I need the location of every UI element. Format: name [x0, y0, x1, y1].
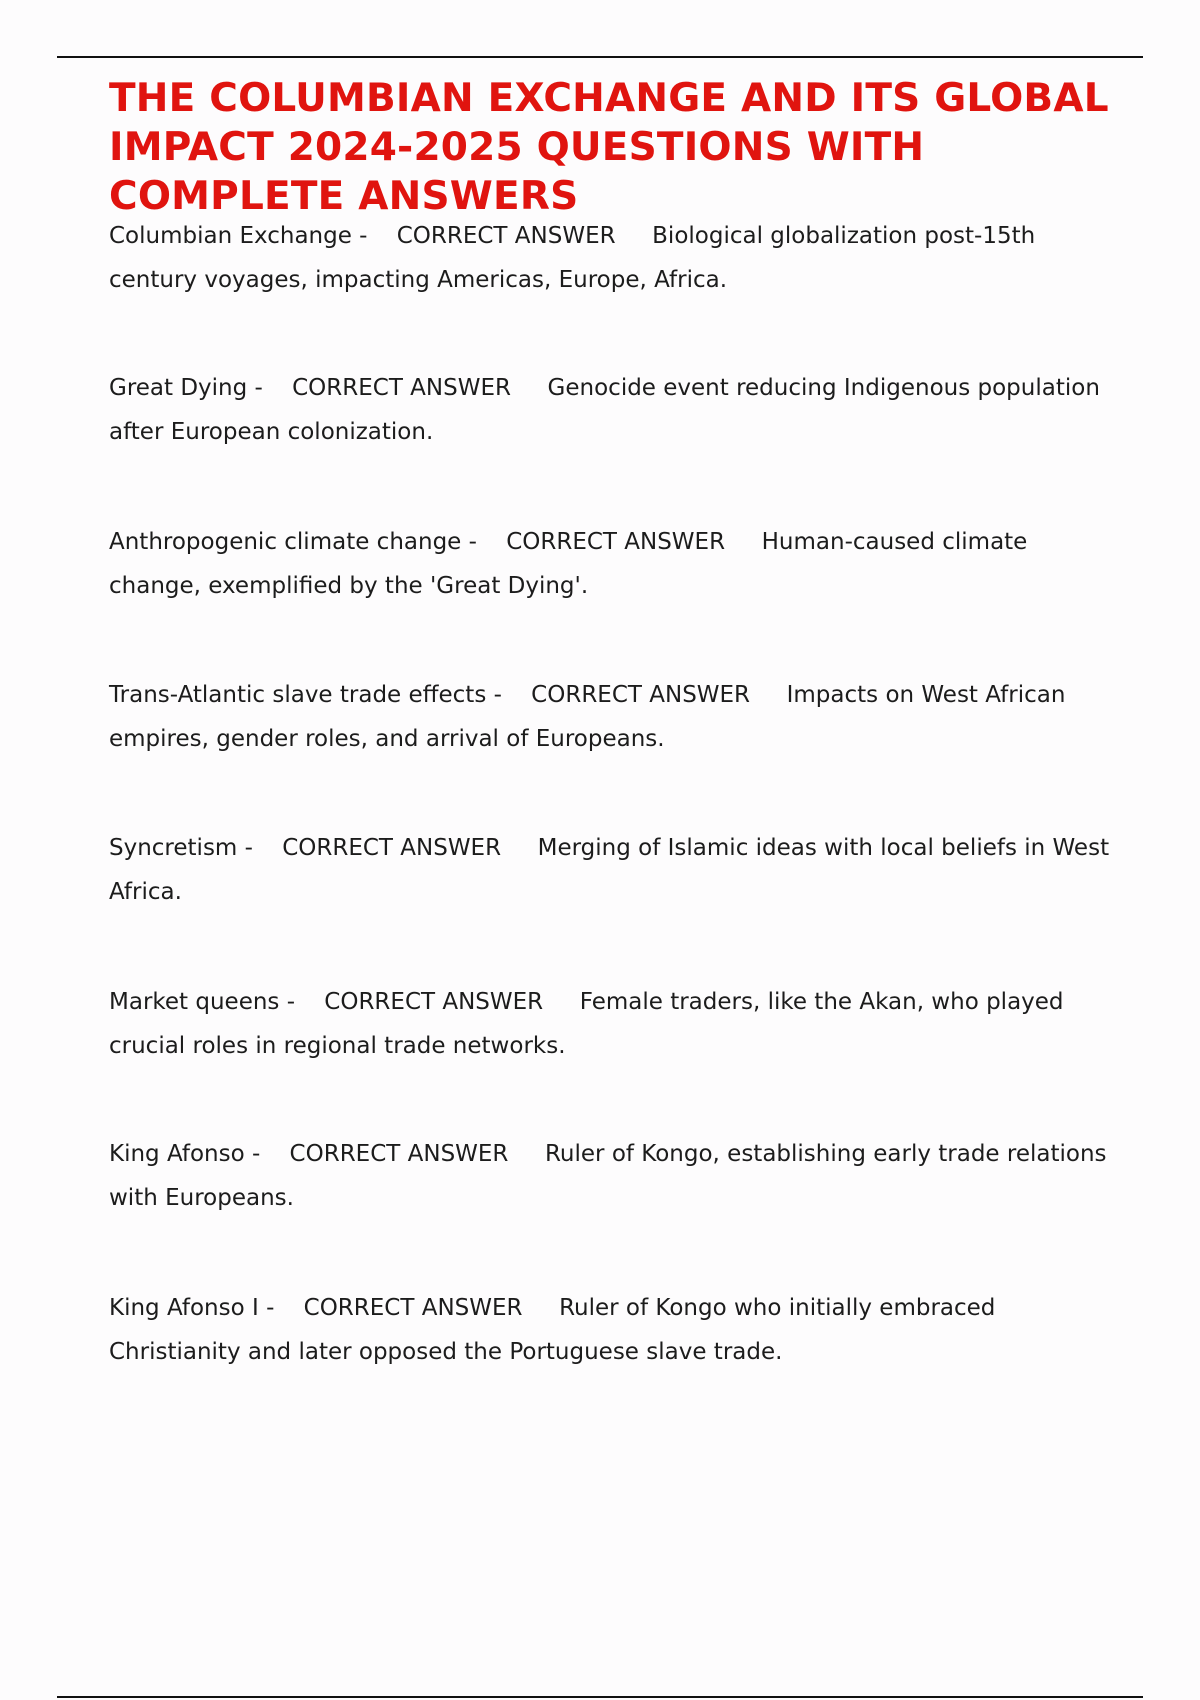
- bottom-rule: [57, 1696, 1143, 1698]
- answer-marker: CORRECT ANSWER: [324, 989, 544, 1015]
- list-item: Trans-Atlantic slave trade effects - CORRECT ANSWER Impacts on West African empires, gender roles, and arrival of Europeans.: [109, 682, 1066, 752]
- list-item: Market queens - CORRECT ANSWER Female traders, like the Akan, who played crucial roles in regional trade networks.: [109, 989, 1064, 1059]
- list-item: King Afonso - CORRECT ANSWER Ruler of Kongo, establishing early trade relations with Europeans.: [109, 1141, 1107, 1211]
- list-item: King Afonso I - CORRECT ANSWER Ruler of Kongo who initially embraced Christianity and later opposed the Portuguese slave trade.: [109, 1295, 996, 1365]
- list-item: Columbian Exchange - CORRECT ANSWER Biological globalization post-15th century voyages, impacting Americas, Europe, Africa.: [109, 223, 1036, 293]
- answer-marker: CORRECT ANSWER: [292, 375, 511, 401]
- entry-answer: Merging of Islamic ideas with local beliefs in West Africa.: [109, 835, 1110, 905]
- entry-answer: Female traders, like the Akan, who played crucial roles in regional trade networks.: [109, 989, 1064, 1059]
- entry-term: Trans-Atlantic slave trade effects: [109, 682, 487, 708]
- entry-term: Great Dying: [109, 375, 248, 401]
- entry-term: Market queens: [109, 989, 280, 1015]
- answer-marker: CORRECT ANSWER: [289, 1141, 509, 1167]
- answer-marker: CORRECT ANSWER: [531, 682, 751, 708]
- entry-term: Anthropogenic climate change: [109, 529, 462, 555]
- entry-answer: Biological globalization post-15th century voyages, impacting Americas, Europe, Africa.: [109, 223, 1036, 293]
- entry-term: King Afonso: [109, 1141, 245, 1167]
- list-item: Anthropogenic climate change - CORRECT ANSWER Human-caused climate change, exemplified by the 'Great Dying'.: [109, 529, 1028, 599]
- entry-answer: Human-caused climate change, exemplified by the 'Great Dying'.: [109, 529, 1028, 599]
- entry-answer: Ruler of Kongo who initially embraced Christianity and later opposed the Portuguese slave trade.: [109, 1295, 996, 1365]
- entry-term: King Afonso I: [109, 1295, 259, 1321]
- answer-marker: CORRECT ANSWER: [303, 1295, 523, 1321]
- answer-marker: CORRECT ANSWER: [506, 529, 726, 555]
- document-title: THE COLUMBIAN EXCHANGE AND ITS GLOBAL IMPACT 2024-2025 QUESTIONS WITH COMPLETE ANSWERS: [109, 76, 1109, 219]
- list-item: Great Dying - CORRECT ANSWER Genocide event reducing Indigenous population after European colonization.: [109, 375, 1100, 445]
- entry-answer: Ruler of Kongo, establishing early trade relations with Europeans.: [109, 1141, 1107, 1211]
- top-rule: [57, 56, 1143, 58]
- list-item: Syncretism - CORRECT ANSWER Merging of Islamic ideas with local beliefs in West Africa.: [109, 835, 1110, 905]
- entry-term: Columbian Exchange: [109, 223, 352, 249]
- entry-term: Syncretism: [109, 835, 238, 861]
- entry-answer: Genocide event reducing Indigenous population after European colonization.: [109, 375, 1100, 445]
- entry-answer: Impacts on West African empires, gender roles, and arrival of Europeans.: [109, 682, 1066, 752]
- answer-marker: CORRECT ANSWER: [282, 835, 502, 861]
- answer-marker: CORRECT ANSWER: [396, 223, 616, 249]
